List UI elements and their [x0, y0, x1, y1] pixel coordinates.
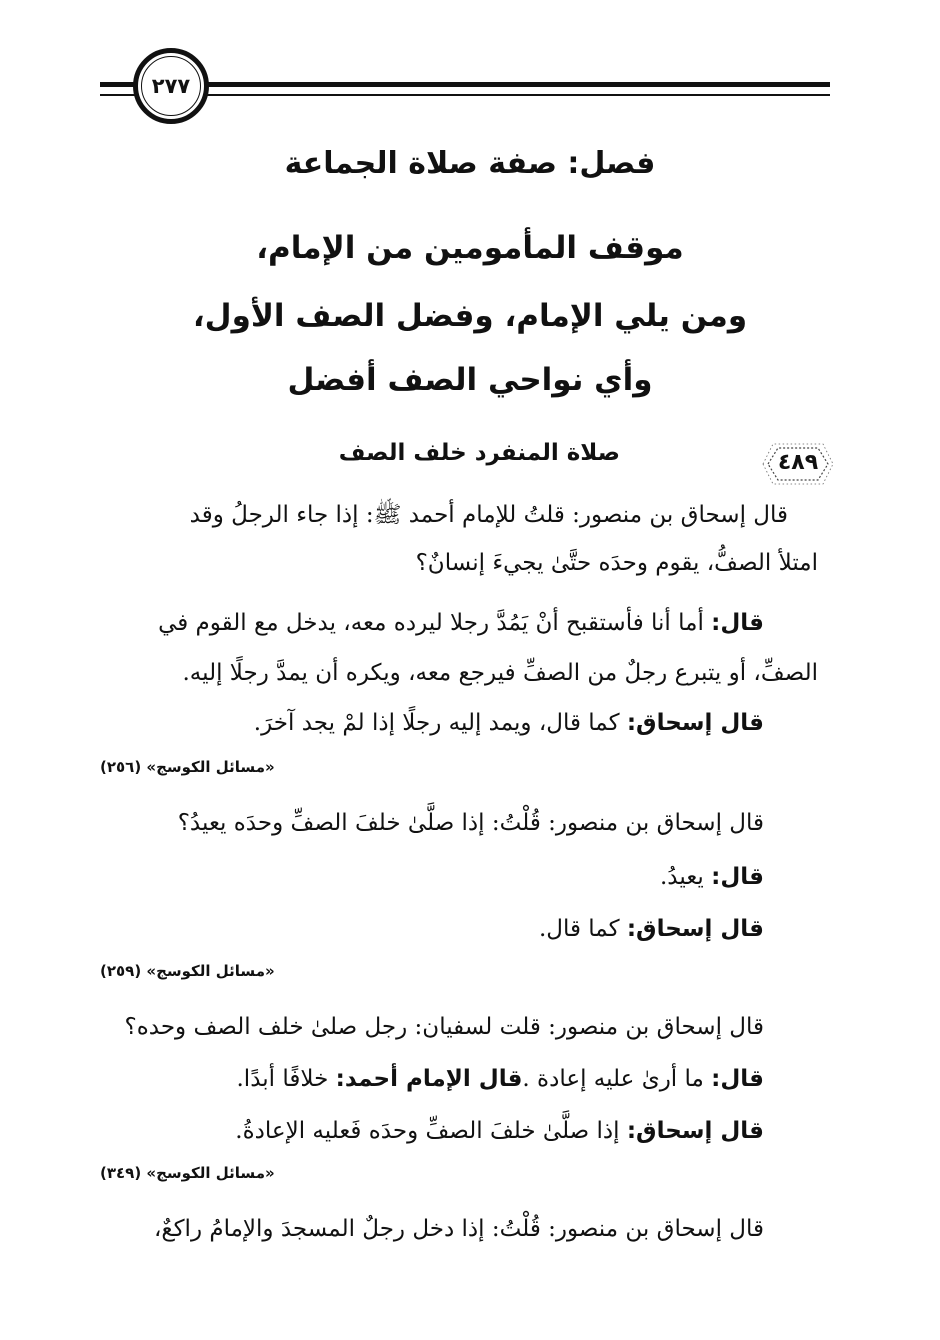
text-line [254, 708, 764, 738]
text-line [182, 658, 818, 688]
page-number: ٢٧٧ [141, 56, 201, 116]
speaker-label: قال إسحاق: [626, 916, 764, 942]
line-text: امتلأ الصفُّ، يقوم وحدَه حتَّىٰ يجيءَ إنسانٌ؟ [415, 550, 818, 576]
source-citation: «مسائل الكوسج» (٣٤٩) [100, 1164, 275, 1182]
line-text: قال إسحاق بن منصور: قُلْتُ: إذا دخل رجلٌ المسجدَ والإمامُ راكعٌ، [153, 1216, 764, 1242]
header-rule-thin [205, 94, 830, 96]
source-citation: «مسائل الكوسج» (٢٥٦) [100, 758, 275, 776]
line-text: ما أرىٰ عليه إعادة . [522, 1066, 712, 1092]
page-number-badge [133, 48, 209, 124]
section-title-line-2: ومن يلي الإمام، وفضل الصف الأول، [192, 298, 748, 334]
text-line [660, 862, 764, 892]
text-line [178, 808, 764, 838]
line-text: خلافًا أبدًا. [236, 1066, 336, 1092]
text-line [154, 1214, 764, 1244]
speaker-label: قال الإمام أحمد: [335, 1066, 523, 1092]
speaker-label: قال: [711, 864, 764, 890]
item-number-badge [760, 442, 836, 486]
line-text: يعيدُ. [660, 864, 712, 890]
text-line [235, 1116, 764, 1146]
item-title: صلاة المنفرد خلف الصف [338, 440, 620, 466]
line-text: قال إسحاق بن منصور: قلتُ للإمام أحمد ﷺ: إذا جاء الرجلُ وقد [189, 502, 788, 528]
text-line [125, 1012, 765, 1042]
line-text: كما قال، ويمد إليه رجلًا إذا لمْ يجد آخرَ. [253, 710, 627, 736]
text-line [539, 914, 764, 944]
speaker-label: قال: [711, 1066, 764, 1092]
chapter-title: فصل: صفة صلاة الجماعة [284, 146, 656, 181]
header-rule-thick [205, 82, 830, 87]
page-header [0, 0, 940, 130]
line-text: قال إسحاق بن منصور: قُلْتُ: إذا صلَّىٰ خلفَ الصفِّ وحدَه يعيدُ؟ [177, 810, 764, 836]
section-title-line-3: وأي نواحي الصف أفضل [287, 362, 653, 398]
item-number: ٤٨٩ [777, 450, 819, 475]
text-line [190, 500, 788, 530]
speaker-label: قال: [711, 610, 764, 636]
line-text: كما قال. [538, 916, 627, 942]
line-text: أما أنا فأستقبح أنْ يَمُدَّ رجلا ليرده معه، يدخل مع القوم في [158, 610, 712, 636]
speaker-label: قال إسحاق: [626, 710, 764, 736]
speaker-label: قال إسحاق: [626, 1118, 764, 1144]
source-citation: «مسائل الكوسج» (٢٥٩) [100, 962, 275, 980]
text-line [416, 548, 818, 578]
text-line [158, 608, 764, 638]
line-text: إذا صلَّىٰ خلفَ الصفِّ وحدَه فَعليه الإعادةُ. [235, 1118, 627, 1144]
text-line [237, 1064, 765, 1094]
section-title-line-1: موقف المأمومين من الإمام، [256, 230, 684, 266]
line-text: الصفِّ، أو يتبرع رجلٌ من الصفِّ فيرجع معه، ويكره أن يمدَّ رجلًا إليه. [182, 660, 818, 686]
line-text: قال إسحاق بن منصور: قلت لسفيان: رجل صلىٰ خلف الصف وحده؟ [124, 1014, 764, 1040]
